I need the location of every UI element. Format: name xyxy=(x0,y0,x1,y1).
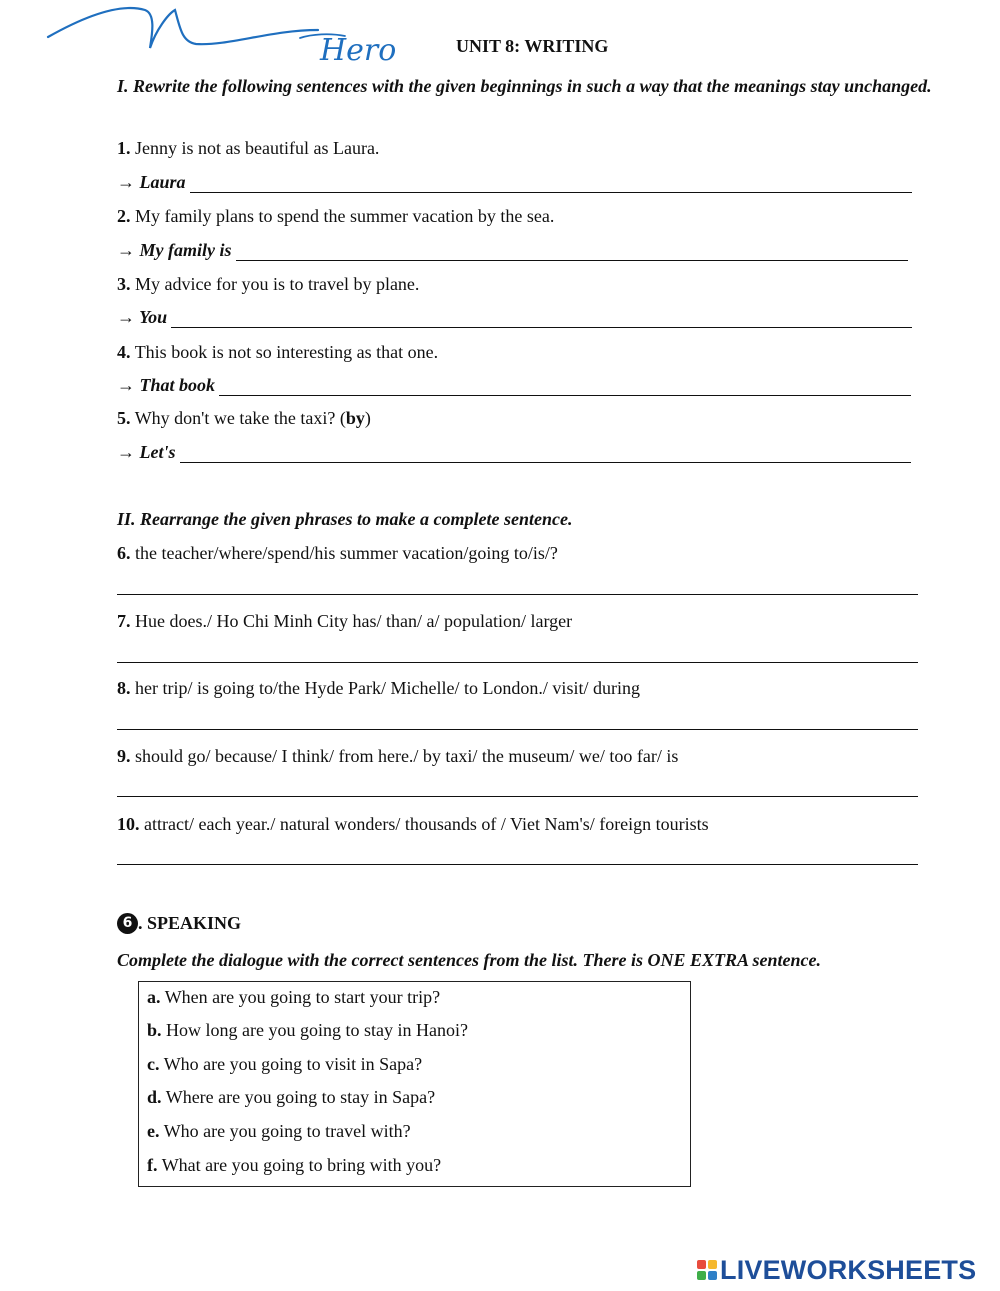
answer-line-10[interactable] xyxy=(117,864,918,865)
question-6: 6. the teacher/where/spend/his summer vacation/going to/is/? xyxy=(117,543,558,563)
answer-line-9[interactable] xyxy=(117,796,918,797)
answer-line-6[interactable] xyxy=(117,594,918,595)
hint-by: by xyxy=(345,408,365,428)
answer-3[interactable]: → You xyxy=(117,306,912,328)
section1-instruction: I. Rewrite the following sentences with the given beginnings in such a way that the meanings stay unchanged. xyxy=(117,76,932,96)
question-7: 7. Hue does./ Ho Chi Minh City has/ than/ a/ population/ larger xyxy=(117,611,573,631)
option-b: b. How long are you going to stay in Hanoi? xyxy=(147,1020,468,1040)
logo-text: Hero xyxy=(320,33,397,68)
page-title: UNIT 8: WRITING xyxy=(456,36,609,56)
option-c: c. Who are you going to visit in Sapa? xyxy=(147,1054,423,1074)
question-10: 10. attract/ each year./ natural wonders/ thousands of / Viet Nam's/ foreign tourists xyxy=(117,814,709,834)
option-f: f. What are you going to bring with you? xyxy=(147,1155,442,1175)
brand-cubes-icon xyxy=(697,1260,717,1280)
options-box xyxy=(138,981,691,1187)
speaking-heading: 6 . SPEAKING xyxy=(117,912,241,934)
option-e: e. Who are you going to travel with? xyxy=(147,1121,411,1141)
question-5: 5. Why don't we take the taxi? (by) xyxy=(117,408,371,428)
speaking-instruction: Complete the dialogue with the correct sentences from the list. There is ONE EXTRA sentence. xyxy=(117,950,821,970)
answer-4[interactable]: → That book xyxy=(117,374,911,396)
question-2: 2. My family plans to spend the summer vacation by the sea. xyxy=(117,206,555,226)
answer-5[interactable]: → Let's xyxy=(117,441,911,463)
question-8: 8. her trip/ is going to/the Hyde Park/ Michelle/ to London./ visit/ during xyxy=(117,678,640,698)
answer-2[interactable]: → My family is xyxy=(117,239,908,261)
answer-line-8[interactable] xyxy=(117,729,918,730)
question-1: 1. Jenny is not as beautiful as Laura. xyxy=(117,138,380,158)
hero-logo xyxy=(0,0,420,75)
option-a: a. When are you going to start your trip? xyxy=(147,987,441,1007)
brand-text: LIVEWORKSHEETS xyxy=(720,1255,977,1285)
liveworksheets-brand[interactable] xyxy=(697,1255,976,1285)
question-3: 3. My advice for you is to travel by plane. xyxy=(117,274,420,294)
question-9: 9. should go/ because/ I think/ from here./ by taxi/ the museum/ we/ too far/ is xyxy=(117,746,679,766)
option-d: d. Where are you going to stay in Sapa? xyxy=(147,1087,436,1107)
answer-1[interactable]: → Laura xyxy=(117,171,912,193)
question-4: 4. This book is not so interesting as that one. xyxy=(117,342,439,362)
section2-instruction: II. Rearrange the given phrases to make a complete sentence. xyxy=(117,509,573,529)
answer-line-7[interactable] xyxy=(117,662,918,663)
section-number-badge: 6 xyxy=(117,913,138,934)
